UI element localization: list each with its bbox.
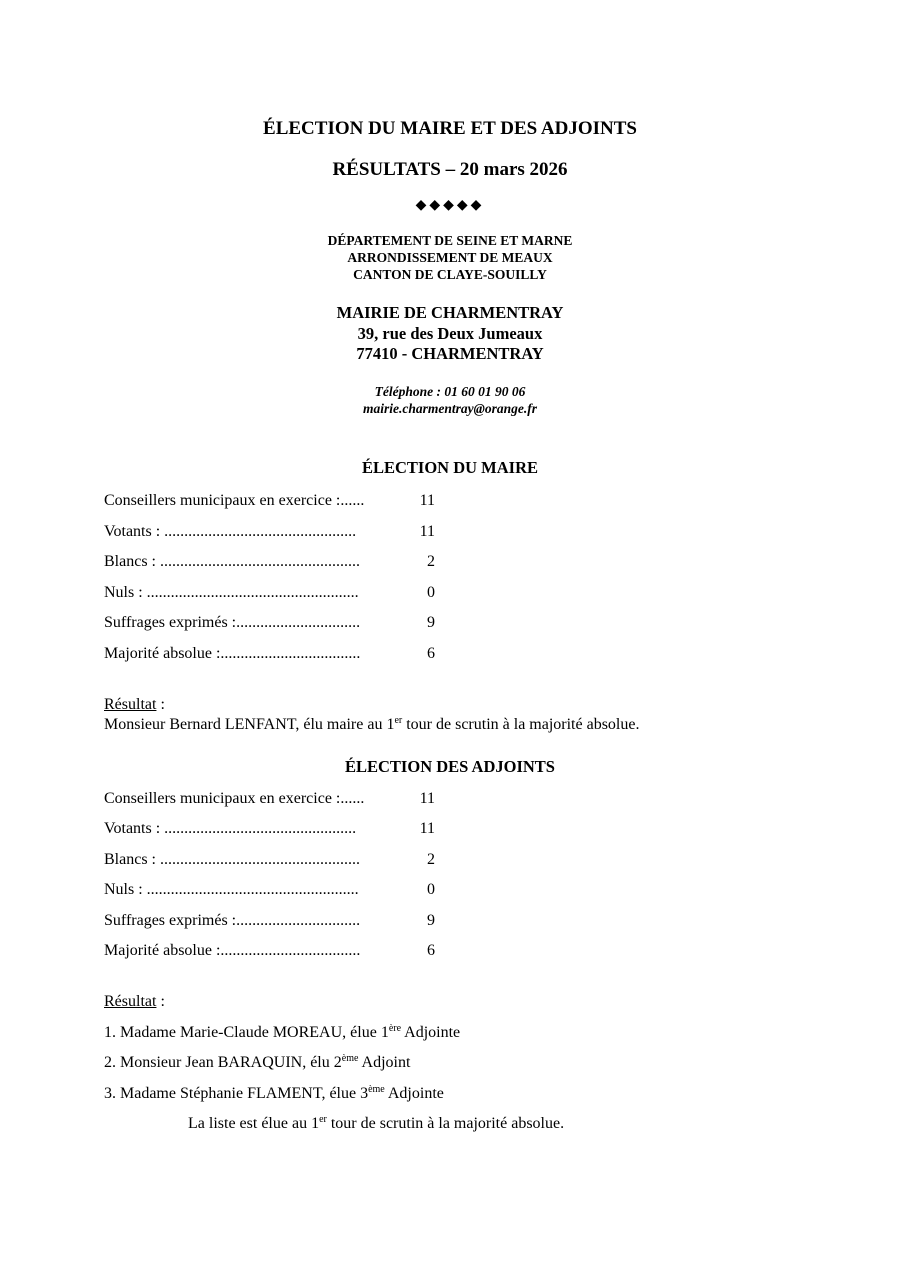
stat-row — [104, 492, 435, 512]
stat-row — [104, 553, 435, 573]
stat-value: 11 — [419, 523, 435, 540]
stat-label: Votants : ................................................ — [104, 820, 357, 837]
stat-value: 0 — [427, 881, 435, 898]
stat-row — [104, 584, 435, 604]
phone-line: Téléphone : 01 60 01 90 06 — [374, 384, 526, 399]
stat-row — [104, 851, 435, 871]
document-subtitle: RÉSULTATS – 20 mars 2026 — [332, 159, 568, 180]
stat-value: 11 — [419, 790, 435, 807]
stat-label: Nuls : ..................................................... — [104, 584, 359, 601]
stat-value: 6 — [427, 645, 435, 662]
stat-label: Blancs : .................................................. — [104, 553, 360, 570]
stat-label: Suffrages exprimés :............................... — [104, 912, 361, 929]
result-text-maire: Monsieur Bernard LENFANT, élu maire au 1er tour de scrutin à la majorité absolue. — [104, 715, 640, 733]
stat-label: Blancs : .................................................. — [104, 851, 360, 868]
elected-adjoint-1: 1. Madame Marie-Claude MOREAU, élue 1ère Adjointe — [104, 1023, 461, 1041]
result-heading-adjoints: Résultat : — [104, 993, 165, 1010]
stat-row — [104, 614, 435, 634]
section-heading-maire: ÉLECTION DU MAIRE — [361, 458, 539, 477]
contact-block — [0, 383, 900, 417]
stat-value: 2 — [427, 851, 435, 868]
list-conclusion: La liste est élue au 1er tour de scrutin à la majorité absolue. — [188, 1114, 565, 1132]
stat-row — [104, 881, 435, 901]
document-title: ÉLECTION DU MAIRE ET DES ADJOINTS — [263, 118, 637, 139]
stat-value: 9 — [427, 912, 435, 929]
stat-label: Votants : ................................................ — [104, 523, 357, 540]
stat-value: 11 — [419, 492, 435, 509]
stat-row — [104, 790, 435, 810]
stat-label: Majorité absolue :................................... — [104, 942, 361, 959]
stat-value: 6 — [427, 942, 435, 959]
mairie-street: 39, rue des Deux Jumeaux — [357, 323, 543, 343]
stat-value: 2 — [427, 553, 435, 570]
section-heading-adjoints: ÉLECTION DES ADJOINTS — [345, 757, 555, 776]
admin-line-arrondissement: ARRONDISSEMENT DE MEAUX — [347, 250, 553, 265]
stat-value: 11 — [419, 820, 435, 837]
mairie-name: MAIRIE DE CHARMENTRAY — [336, 303, 564, 322]
stat-label: Conseillers municipaux en exercice :...... — [104, 790, 365, 807]
admin-block — [0, 232, 900, 283]
diamond-ornament: ◆◆◆◆◆ — [415, 198, 485, 213]
elected-adjoint-2: 2. Monsieur Jean BARAQUIN, élu 2ème Adjoint — [104, 1053, 411, 1071]
stat-row — [104, 523, 435, 543]
mairie-address-block — [0, 303, 900, 365]
result-heading-maire: Résultat : — [104, 696, 165, 713]
stat-label: Conseillers municipaux en exercice :...... — [104, 492, 365, 509]
stat-row — [104, 645, 435, 665]
elected-adjoint-3: 3. Madame Stéphanie FLAMENT, élue 3ème Adjointe — [104, 1084, 444, 1102]
admin-line-department: DÉPARTEMENT DE SEINE ET MARNE — [327, 233, 573, 248]
stat-label: Suffrages exprimés :............................... — [104, 614, 361, 631]
stat-value: 9 — [427, 614, 435, 631]
stat-value: 0 — [427, 584, 435, 601]
stat-row — [104, 942, 435, 962]
admin-line-canton: CANTON DE CLAYE-SOUILLY — [353, 267, 547, 282]
email-line: mairie.charmentray@orange.fr — [363, 401, 537, 416]
stat-label: Nuls : ..................................................... — [104, 881, 359, 898]
stat-row — [104, 820, 435, 840]
stat-label: Majorité absolue :................................... — [104, 645, 361, 662]
mairie-city: 77410 - CHARMENTRAY — [356, 344, 544, 363]
stat-row — [104, 912, 435, 932]
